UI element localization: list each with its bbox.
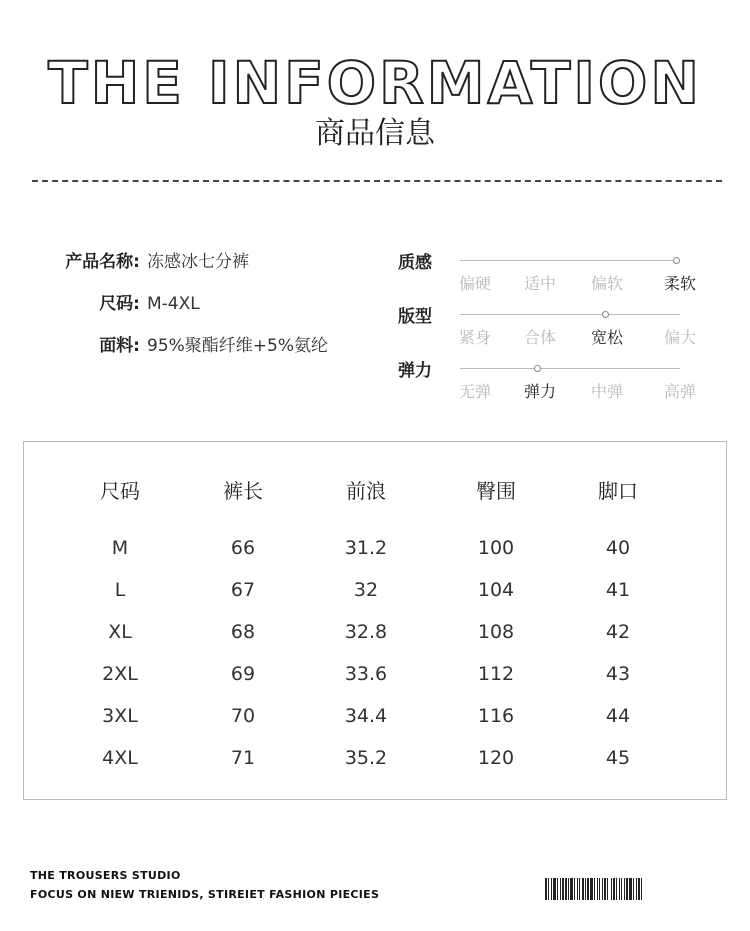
attribute-option: 紧身 [458, 328, 491, 347]
table-cell: 112 [477, 663, 515, 685]
table-cell: 104 [477, 579, 515, 601]
attribute-option: 无弹 [458, 382, 491, 401]
table-cell: L [114, 579, 126, 601]
attribute-scale-line [460, 314, 680, 315]
attribute-scale-line [460, 368, 680, 369]
info-value: M-4XL [147, 294, 200, 314]
table-cell: 66 [230, 537, 256, 559]
table-header-cell: 尺码 [100, 479, 140, 503]
table-cell: 70 [230, 705, 256, 727]
table-cell: 32 [353, 579, 379, 601]
attribute-option: 弹力 [523, 382, 556, 401]
attribute-option: 偏大 [663, 328, 696, 347]
table-cell: 69 [230, 663, 256, 685]
barcode-icon [545, 878, 723, 900]
page-title: THE INFORMATION [48, 49, 702, 117]
table-cell: 42 [605, 621, 631, 643]
attribute-scale-line [460, 260, 680, 261]
attribute-marker-icon [602, 311, 609, 318]
table-cell: 68 [230, 621, 256, 643]
attribute-option: 柔软 [663, 274, 696, 293]
page-subtitle: 商品信息 [315, 116, 435, 151]
attribute-option: 宽松 [590, 328, 623, 347]
table-cell: 43 [605, 663, 631, 685]
table-cell: 34.4 [344, 705, 388, 727]
table-cell: 116 [477, 705, 515, 727]
table-cell: 44 [605, 705, 631, 727]
table-cell: 31.2 [344, 537, 388, 559]
table-cell: 3XL [102, 705, 138, 727]
attribute-option: 偏硬 [458, 274, 491, 293]
info-label: 尺码: [99, 294, 140, 314]
table-header-cell: 裤长 [223, 479, 263, 503]
table-cell: 35.2 [344, 747, 388, 769]
info-value: 冻感冰七分裤 [147, 252, 249, 272]
table-cell: 108 [477, 621, 515, 643]
table-cell: M [111, 537, 129, 559]
table-cell: XL [108, 621, 132, 643]
attribute-name: 质感 [398, 253, 432, 273]
dashed-divider [32, 180, 722, 182]
table-cell: 33.6 [344, 663, 388, 685]
attribute-option: 偏软 [590, 274, 623, 293]
attribute-option: 适中 [523, 274, 556, 293]
table-cell: 120 [477, 747, 515, 769]
attribute-marker-icon [673, 257, 680, 264]
attribute-name: 版型 [398, 307, 432, 327]
footer-tagline: FOCUS ON NIEW TRIENIDS, STIREIET FASHION PIECIES [30, 888, 380, 901]
info-label: 面料: [99, 336, 140, 356]
attribute-marker-icon [534, 365, 541, 372]
info-value: 95%聚酯纤维+5%氨纶 [147, 336, 328, 356]
attribute-name: 弹力 [398, 361, 432, 381]
attribute-option: 高弹 [663, 382, 696, 401]
table-header-cell: 臀围 [476, 479, 516, 503]
attribute-option: 合体 [523, 328, 556, 347]
table-cell: 32.8 [344, 621, 388, 643]
table-header-cell: 前浪 [346, 479, 386, 503]
table-cell: 4XL [102, 747, 138, 769]
table-cell: 45 [605, 747, 631, 769]
table-cell: 40 [605, 537, 631, 559]
table-cell: 67 [230, 579, 256, 601]
table-header-cell: 脚口 [598, 479, 638, 503]
table-cell: 2XL [102, 663, 138, 685]
attribute-option: 中弹 [590, 382, 623, 401]
table-cell: 71 [230, 747, 256, 769]
table-cell: 100 [477, 537, 515, 559]
footer-studio-name: THE TROUSERS STUDIO [30, 869, 181, 882]
info-label: 产品名称: [65, 252, 140, 272]
table-cell: 41 [605, 579, 631, 601]
